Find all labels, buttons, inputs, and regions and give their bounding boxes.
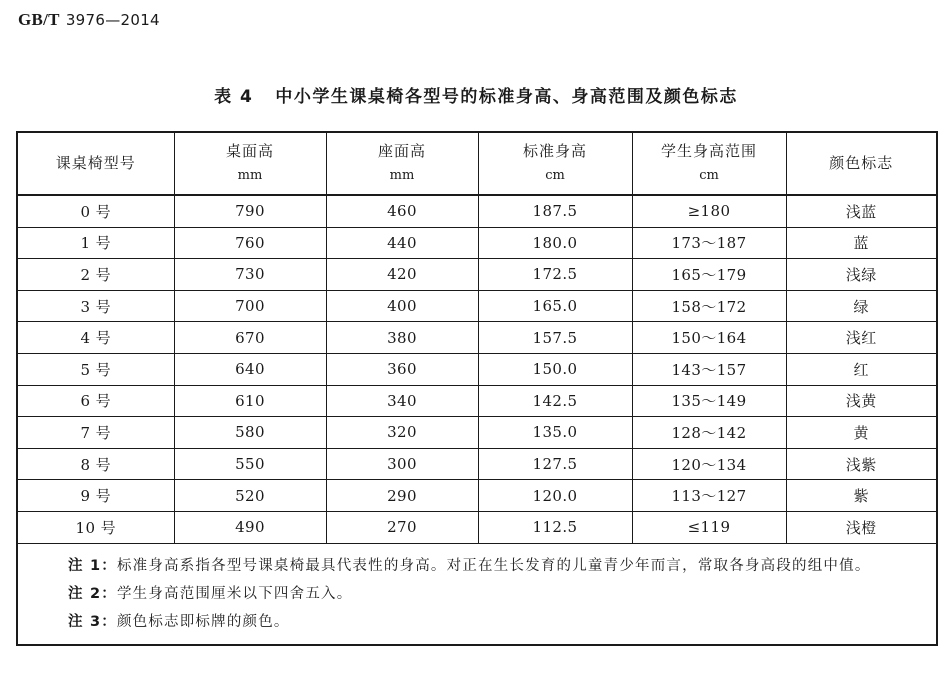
table-cell: 700 [174, 290, 326, 322]
table-row [18, 480, 936, 512]
note-label: 注 1： [68, 557, 117, 574]
table-row [18, 417, 936, 449]
table-cell: 730 [174, 259, 326, 291]
column-header-label: 座面高 [377, 141, 426, 160]
standard-code [18, 10, 160, 30]
table-cell: 187.5 [478, 195, 632, 227]
table-notes [18, 543, 936, 644]
table-row [18, 259, 936, 291]
table-row [18, 353, 936, 385]
table-cell: 紫 [786, 480, 936, 512]
table-cell: 黄 [786, 417, 936, 449]
note-text: 标准身高系指各型号课桌椅最具代表性的身高。对正在生长发育的儿童青少年而言，常取各身高段的组中值。 [116, 557, 871, 574]
table-cell: 7 号 [18, 417, 174, 449]
note-item [68, 580, 920, 608]
column-header-unit: cm [545, 168, 565, 184]
table-cell: 180.0 [478, 227, 632, 259]
table-cell: 290 [326, 480, 478, 512]
table-cell: 143～157 [632, 353, 786, 385]
table-cell: 5 号 [18, 353, 174, 385]
table-cell: 浅黄 [786, 385, 936, 417]
column-header [632, 133, 786, 195]
table-cell: 4 号 [18, 322, 174, 354]
header-row [18, 133, 936, 195]
column-header-label: 颜色标志 [829, 153, 894, 172]
table-cell: ≥180 [632, 195, 786, 227]
column-header [786, 133, 936, 195]
table-cell: ≤119 [632, 511, 786, 542]
table-cell: 135～149 [632, 385, 786, 417]
note-label: 注 2： [68, 585, 117, 602]
table-cell: 0 号 [18, 195, 174, 227]
table-title: 中小学生课桌椅各型号的标准身高、身高范围及颜色标志 [275, 87, 738, 107]
table-cell: 浅橙 [786, 511, 936, 542]
table-cell: 10 号 [18, 511, 174, 542]
note-item [68, 608, 920, 636]
table-cell: 380 [326, 322, 478, 354]
table-cell: 440 [326, 227, 478, 259]
table-cell: 520 [174, 480, 326, 512]
table-cell: 135.0 [478, 417, 632, 449]
table-cell: 460 [326, 195, 478, 227]
table-row [18, 227, 936, 259]
table-cell: 120～134 [632, 448, 786, 480]
table-caption [0, 82, 952, 107]
table-cell: 270 [326, 511, 478, 542]
note-text: 学生身高范围厘米以下四舍五入。 [116, 585, 353, 602]
column-header [478, 133, 632, 195]
table-cell: 浅红 [786, 322, 936, 354]
table-cell: 320 [326, 417, 478, 449]
table-cell: 蓝 [786, 227, 936, 259]
table-cell: 760 [174, 227, 326, 259]
table-cell: 340 [326, 385, 478, 417]
table-cell: 150.0 [478, 353, 632, 385]
table-cell: 8 号 [18, 448, 174, 480]
column-header [174, 133, 326, 195]
table-row [18, 290, 936, 322]
table-cell: 浅绿 [786, 259, 936, 291]
table-cell: 157.5 [478, 322, 632, 354]
table-cell: 浅蓝 [786, 195, 936, 227]
column-header [18, 133, 174, 195]
table-row [18, 322, 936, 354]
table-cell: 128～142 [632, 417, 786, 449]
table-cell: 2 号 [18, 259, 174, 291]
column-header-unit: mm [389, 168, 415, 184]
note-label: 注 3： [68, 613, 117, 630]
table-cell: 360 [326, 353, 478, 385]
column-header-unit: mm [237, 168, 263, 184]
table-cell: 400 [326, 290, 478, 322]
table-cell: 9 号 [18, 480, 174, 512]
column-header-label: 标准身高 [522, 141, 587, 160]
table-cell: 490 [174, 511, 326, 542]
table-cell: 165.0 [478, 290, 632, 322]
column-header-label: 课桌椅型号 [55, 153, 136, 172]
table-cell: 640 [174, 353, 326, 385]
table-cell: 790 [174, 195, 326, 227]
table-row [18, 195, 936, 227]
table-cell: 670 [174, 322, 326, 354]
desk-chair-table [16, 131, 938, 646]
table-body [18, 195, 936, 543]
column-header [326, 133, 478, 195]
table-cell: 浅紫 [786, 448, 936, 480]
data-table [18, 133, 936, 543]
table-number: 表 4 [214, 87, 254, 107]
table-cell: 550 [174, 448, 326, 480]
table-cell: 绿 [786, 290, 936, 322]
table-cell: 172.5 [478, 259, 632, 291]
note-item [68, 552, 920, 580]
table-row [18, 511, 936, 542]
note-text: 颜色标志即标牌的颜色。 [116, 613, 290, 630]
table-cell: 113～127 [632, 480, 786, 512]
table-cell: 6 号 [18, 385, 174, 417]
table-cell: 165～179 [632, 259, 786, 291]
table-cell: 112.5 [478, 511, 632, 542]
table-cell: 610 [174, 385, 326, 417]
table-cell: 1 号 [18, 227, 174, 259]
table-header [18, 133, 936, 195]
table-row [18, 385, 936, 417]
column-header-label: 学生身高范围 [660, 141, 757, 160]
table-cell: 120.0 [478, 480, 632, 512]
column-header-unit: cm [699, 168, 719, 184]
table-row [18, 448, 936, 480]
standard-number: 3976—2014 [65, 11, 160, 29]
table-cell: 150～164 [632, 322, 786, 354]
table-cell: 173～187 [632, 227, 786, 259]
table-cell: 红 [786, 353, 936, 385]
table-cell: 158～172 [632, 290, 786, 322]
standard-prefix: GB/T [18, 10, 60, 29]
table-cell: 580 [174, 417, 326, 449]
table-cell: 127.5 [478, 448, 632, 480]
table-cell: 300 [326, 448, 478, 480]
table-cell: 3 号 [18, 290, 174, 322]
table-cell: 142.5 [478, 385, 632, 417]
table-cell: 420 [326, 259, 478, 291]
column-header-label: 桌面高 [225, 141, 274, 160]
